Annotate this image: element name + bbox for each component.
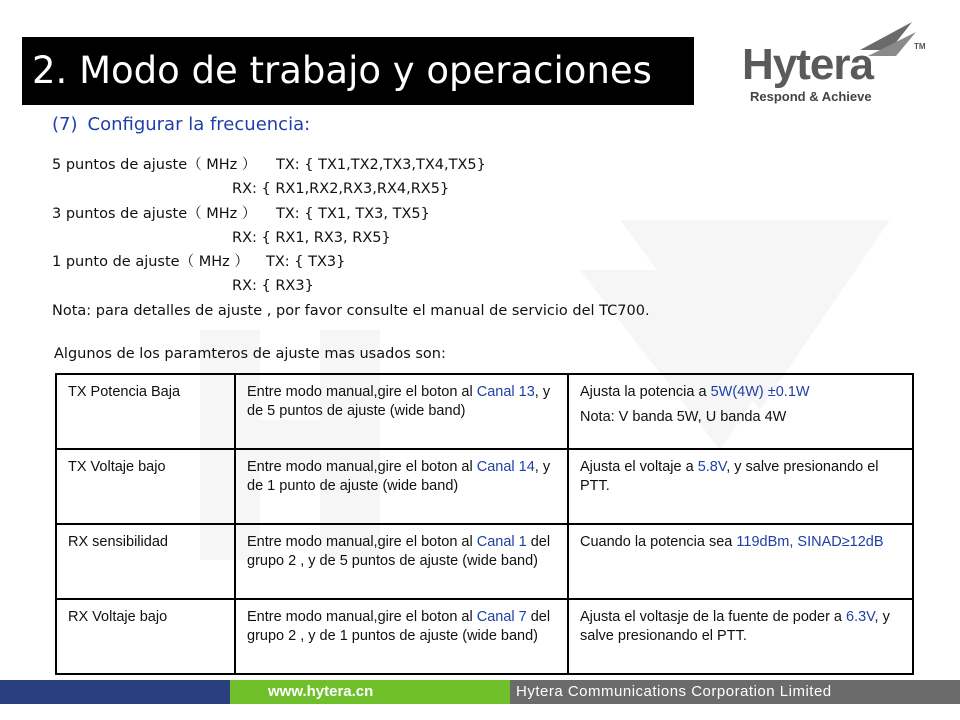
table-row (56, 599, 913, 674)
param-procedure: Entre modo manual,gire el boton al Canal 13, y de 5 puntos de ajuste (wide band) (235, 374, 568, 449)
param-target: Ajusta el voltaje a 5.8V, y salve presionando el PTT. (568, 449, 913, 524)
param-target: Cuando la potencia sea 119dBm, SINAD≥12dB (568, 524, 913, 599)
adjustment-table (55, 373, 914, 675)
hytera-logo (742, 20, 932, 110)
footer-bar (0, 680, 960, 704)
param-target: Ajusta la potencia a 5W(4W) ±0.1W Nota: V banda 5W, U banda 4W (568, 374, 913, 449)
table-intro: Algunos de los paramteros de ajuste mas usados son: (54, 346, 446, 362)
param-name: RX Voltaje bajo (56, 599, 235, 674)
table-row (56, 524, 913, 599)
param-procedure: Entre modo manual,gire el boton al Canal 1 del grupo 2 , y de 5 puntos de ajuste (wide band) (235, 524, 568, 599)
table-row (56, 449, 913, 524)
param-name: TX Voltaje bajo (56, 449, 235, 524)
logo-trademark: TM (914, 42, 926, 51)
subtitle-number: (7) (52, 114, 78, 135)
param-target: Ajusta el voltasje de la fuente de poder a 6.3V, y salve presionando el PTT. (568, 599, 913, 674)
footer-company: Hytera Communications Corporation Limited (510, 680, 960, 704)
table-row (56, 374, 913, 449)
footer-url[interactable]: www.hytera.cn (230, 680, 510, 704)
footer-accent (0, 680, 230, 704)
subtitle-text: Configurar la frecuencia: (87, 114, 311, 135)
band-note: Nota: V banda 5W, U banda 4W (580, 409, 787, 425)
param-name: RX sensibilidad (56, 524, 235, 599)
param-name: TX Potencia Baja (56, 374, 235, 449)
logo-wordmark: Hytera (742, 40, 873, 89)
logo-tagline: Respond & Achieve (750, 89, 872, 104)
param-procedure: Entre modo manual,gire el boton al Canal 7 del grupo 2 , y de 1 puntos de ajuste (wide band) (235, 599, 568, 674)
section-subtitle (52, 114, 310, 135)
page-title: 2. Modo de trabajo y operaciones (22, 37, 694, 105)
param-procedure: Entre modo manual,gire el boton al Canal 14, y de 1 punto de ajuste (wide band) (235, 449, 568, 524)
